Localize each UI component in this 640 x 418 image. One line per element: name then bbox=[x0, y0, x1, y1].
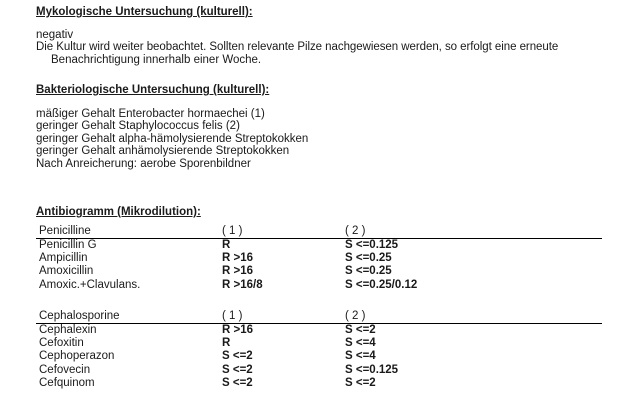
isolate-2-value: S <=2 bbox=[345, 324, 376, 336]
bacteriology-findings bbox=[36, 108, 602, 171]
finding-item: mäßiger Gehalt Enterobacter hormaechei (1) bbox=[36, 107, 265, 120]
finding-item: geringer Gehalt anhämolysierende Streptokokken bbox=[36, 145, 290, 157]
antibiogram-heading: Antibiogramm (Mikrodilution): bbox=[36, 206, 201, 218]
table-row bbox=[36, 377, 602, 390]
isolate-1-value: R bbox=[222, 239, 231, 251]
mycology-heading: Mykologische Untersuchung (kulturell): bbox=[36, 6, 253, 18]
isolate-2-value: S <=0.25/0.12 bbox=[345, 278, 418, 291]
mycology-note-line-2: Benachrichtigung innerhalb einer Woche. bbox=[51, 53, 262, 66]
isolate-1-value: R >16 bbox=[222, 324, 254, 336]
drug-name: Amoxic.+Clavulans. bbox=[39, 278, 141, 291]
isolate-1-value: R >16/8 bbox=[222, 278, 263, 291]
mycology-result: negativ bbox=[36, 28, 74, 41]
drug-name: Amoxicillin bbox=[39, 265, 94, 278]
drug-name: Penicillin G bbox=[39, 239, 97, 251]
isolate-2-value: S <=4 bbox=[345, 350, 376, 363]
isolate-1-value: S <=2 bbox=[222, 363, 253, 376]
bacteriology-heading: Bakteriologische Untersuchung (kulturell): bbox=[36, 84, 270, 96]
mycology-section bbox=[36, 6, 602, 66]
table-row bbox=[36, 350, 602, 363]
group-header bbox=[36, 310, 602, 324]
column-header-isolate-1: ( 1 ) bbox=[222, 225, 243, 237]
drug-name: Cefoxitin bbox=[39, 337, 84, 350]
drug-name: Cefovecin bbox=[39, 363, 91, 376]
mycology-note-line-1: Die Kultur wird weiter beobachtet. Sollten relevante Pilze nachgewiesen werden, so erfolgt eine erneute bbox=[36, 41, 559, 53]
isolate-2-value: S <=0.25 bbox=[345, 265, 392, 278]
table-row bbox=[36, 252, 602, 265]
table-row bbox=[36, 265, 602, 278]
isolate-1-value: R bbox=[222, 337, 231, 350]
table-row bbox=[36, 324, 602, 337]
bacteriology-section bbox=[36, 84, 602, 170]
isolate-2-value: S <=2 bbox=[345, 376, 376, 389]
finding-item: geringer Gehalt alpha-hämolysierende Streptokokken bbox=[36, 132, 309, 145]
table-row bbox=[36, 337, 602, 350]
group-header bbox=[36, 225, 602, 239]
isolate-1-value: S <=2 bbox=[222, 350, 253, 363]
isolate-1-value: R >16 bbox=[222, 252, 254, 265]
isolate-1-value: S <=2 bbox=[222, 376, 253, 389]
drug-name: Cephalexin bbox=[39, 324, 97, 336]
isolate-2-value: S <=0.125 bbox=[345, 363, 399, 376]
isolate-2-value: S <=0.125 bbox=[345, 239, 399, 251]
antibiotic-group-penicilline bbox=[36, 225, 602, 292]
drug-name: Cephoperazon bbox=[39, 350, 115, 363]
mycology-body bbox=[36, 29, 602, 67]
column-header-isolate-1: ( 1 ) bbox=[222, 310, 243, 322]
antibiogram-section bbox=[36, 206, 602, 389]
table-row bbox=[36, 239, 602, 252]
drug-name: Cefquinom bbox=[39, 376, 95, 389]
isolate-2-value: S <=0.25 bbox=[345, 252, 392, 265]
finding-item: Nach Anreicherung: aerobe Sporenbildner bbox=[36, 157, 251, 170]
table-row bbox=[36, 364, 602, 377]
drug-name: Ampicillin bbox=[39, 252, 88, 265]
column-header-isolate-2: ( 2 ) bbox=[345, 310, 366, 322]
isolate-1-value: R >16 bbox=[222, 265, 254, 278]
finding-item: geringer Gehalt Staphylococcus felis (2) bbox=[36, 120, 240, 132]
antibiotic-group-cephalosporine bbox=[36, 310, 602, 390]
table-row bbox=[36, 279, 602, 292]
group-name: Cephalosporine bbox=[39, 310, 120, 322]
column-header-isolate-2: ( 2 ) bbox=[345, 225, 366, 237]
group-name: Penicilline bbox=[39, 225, 91, 237]
isolate-2-value: S <=4 bbox=[345, 337, 376, 350]
